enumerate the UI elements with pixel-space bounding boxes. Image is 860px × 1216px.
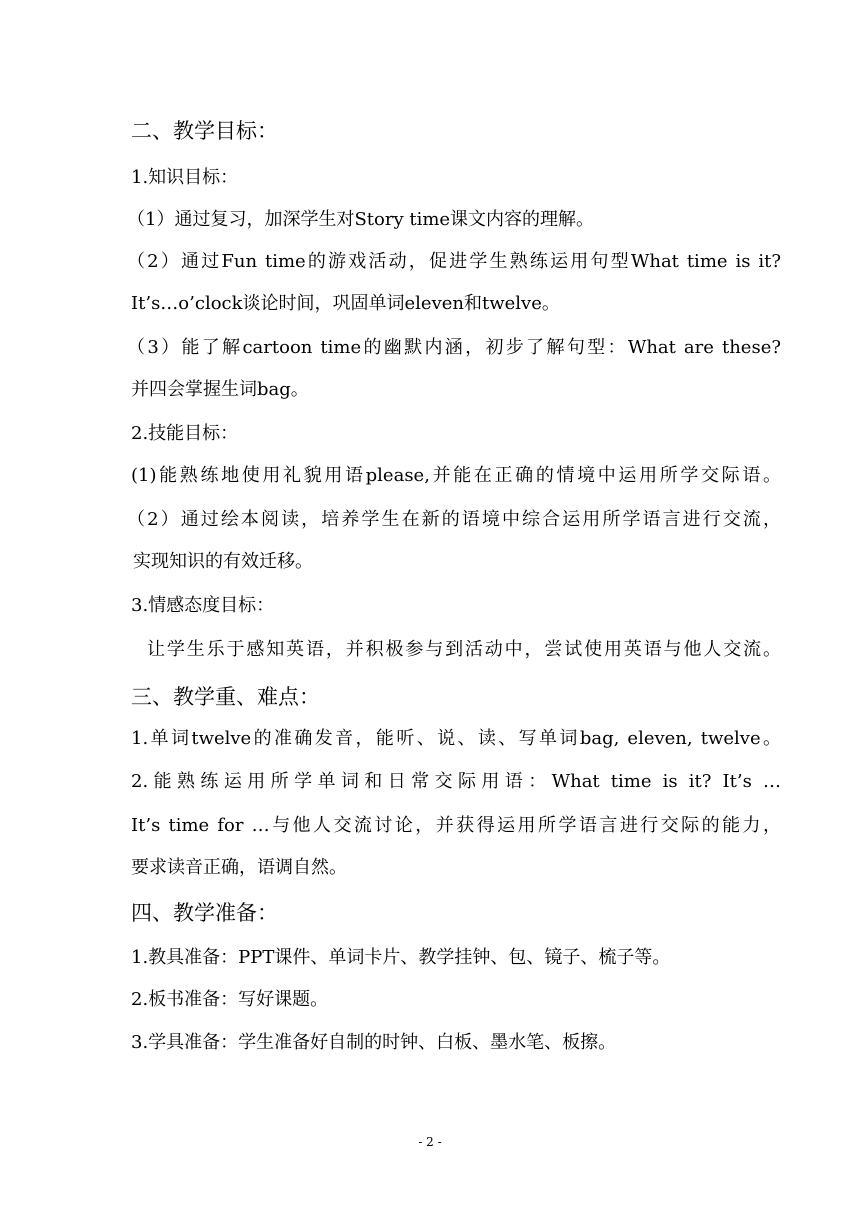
preparation-item-1: 1.教具准备：PPT课件、单词卡片、教学挂钟、包、镜子、梳子等。 bbox=[131, 947, 671, 968]
knowledge-item-2-line-1: （2）通过Fun time的游戏活动，促进学生熟练运用句型What time is it? bbox=[127, 251, 781, 272]
knowledge-item-3-line-2: 并四会掌握生词bag。 bbox=[131, 379, 309, 400]
section-heading-preparation: 四、教学准备： bbox=[131, 901, 278, 925]
knowledge-item-1: （1）通过复习，加深学生对Story time课文内容的理解。 bbox=[127, 209, 595, 230]
knowledge-item-2-line-2: It’s…o’clock谈论时间，巩固单词eleven和twelve。 bbox=[131, 293, 560, 314]
skill-item-1: (1)能熟练地使用礼貌用语please,并能在正确的情境中运用所学交际语。 bbox=[131, 465, 781, 486]
skill-item-2-line-2: 实现知识的有效迁移。 bbox=[133, 551, 313, 572]
preparation-item-3: 3.学具准备：学生准备好自制的时钟、白板、墨水笔、板擦。 bbox=[131, 1032, 617, 1053]
section-heading-objectives: 二、教学目标： bbox=[131, 119, 278, 143]
key-point-1: 1.单词twelve的准确发音，能听、说、读、写单词bag, eleven, twelve。 bbox=[131, 728, 781, 749]
key-point-2-line-1: 2.能熟练运用所学单词和日常交际用语：What time is it? It’s … bbox=[131, 771, 781, 792]
page-number: - 2 - bbox=[418, 1135, 442, 1149]
key-point-2-line-2: It’s time for …与他人交流讨论，并获得运用所学语言进行交际的能力， bbox=[131, 815, 781, 836]
emotion-objective-title: 3.情感态度目标： bbox=[131, 595, 275, 616]
knowledge-item-3-line-1: （3）能了解cartoon time的幽默内涵，初步了解句型：What are these? bbox=[127, 337, 781, 358]
key-point-2-line-3: 要求读音正确，语调自然。 bbox=[131, 857, 347, 878]
section-heading-key-points: 三、教学重、难点： bbox=[131, 685, 320, 709]
emotion-item-1: 让学生乐于感知英语，并积极参与到活动中，尝试使用英语与他人交流。 bbox=[147, 639, 781, 660]
knowledge-objective-title: 1.知识目标： bbox=[131, 167, 239, 188]
skill-objective-title: 2.技能目标： bbox=[131, 423, 239, 444]
skill-item-2-line-1: （2）通过绘本阅读，培养学生在新的语境中综合运用所学语言进行交流， bbox=[127, 509, 781, 530]
preparation-item-2: 2.板书准备：写好课题。 bbox=[131, 989, 329, 1010]
